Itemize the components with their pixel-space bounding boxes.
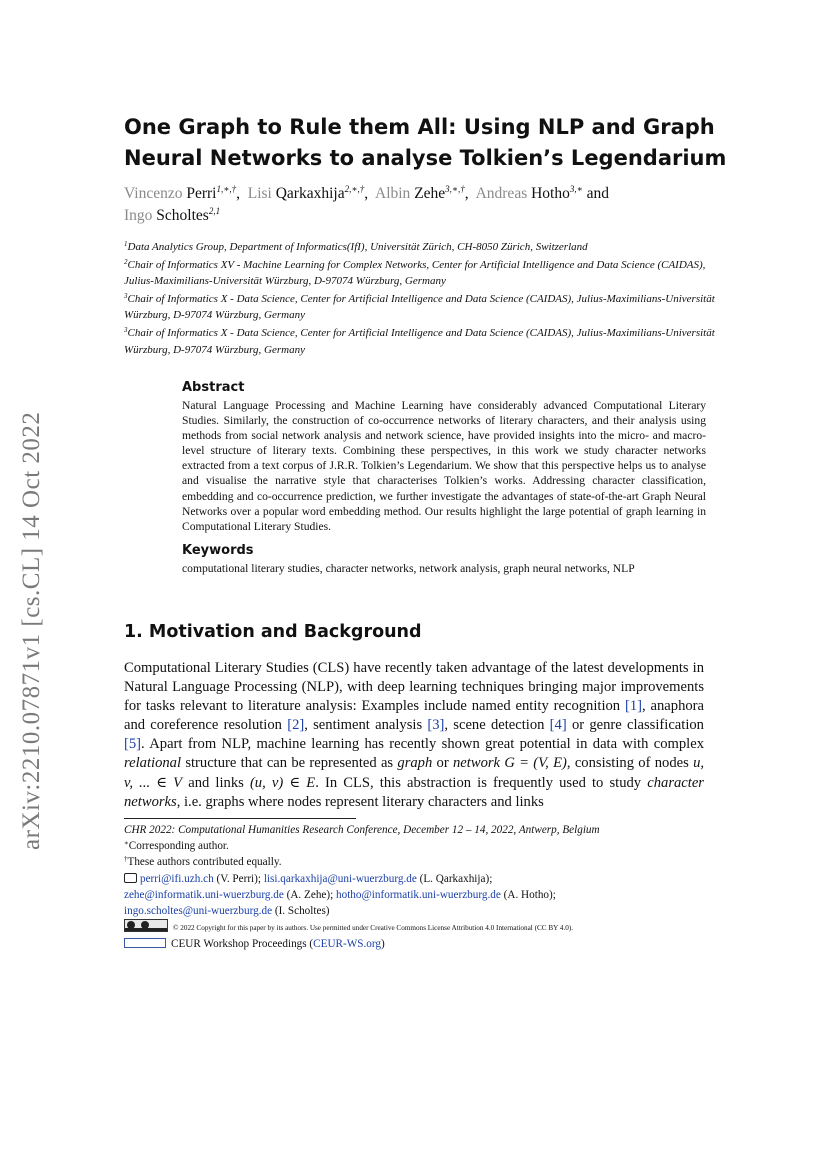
author-line-2 (124, 205, 724, 227)
email-line-1: perri@ifi.uzh.ch (V. Perri); lisi.qarkaxhija@uni-wuerzburg.de (L. Qarkaxhija); (124, 871, 724, 887)
citation-link[interactable]: [1] (624, 698, 642, 715)
license-line (124, 919, 724, 936)
ceur-line: CEUR Workshop Proceedings (CEUR-WS.org) (124, 936, 724, 952)
email-link[interactable]: zehe@informatik.uni-wuerzburg.de (124, 888, 284, 901)
authors-and: and (586, 185, 609, 202)
math-expression: (u, v) ∈ E (249, 774, 316, 791)
keywords-heading: Keywords (182, 543, 254, 558)
equal-contribution-note: †These authors contributed equally. (124, 855, 282, 869)
paper-title (124, 112, 727, 174)
arxiv-identifier: arXiv:2210.07871v1 [cs.CL] 14 Oct 2022 (18, 411, 45, 850)
emphasis: character networks (124, 774, 704, 810)
citation-link[interactable]: [4] (549, 717, 567, 734)
ceur-link[interactable]: CEUR-WS.org (313, 938, 382, 951)
affiliations (124, 239, 724, 359)
email-link[interactable]: perri@ifi.uzh.ch (140, 872, 214, 885)
envelope-icon (124, 873, 137, 883)
math-expression: G = (V, E) (504, 755, 567, 772)
email-link[interactable]: hotho@informatik.uni-wuerzburg.de (336, 888, 501, 901)
citation-link[interactable]: [3] (427, 717, 445, 734)
email-link[interactable]: ingo.scholtes@uni-wuerzburg.de (124, 905, 273, 918)
corresponding-note: ∗Corresponding author. (124, 839, 229, 853)
footnote-divider (124, 818, 356, 819)
copyright-text: © 2022 Copyright for this paper by its authors. Use permitted under Creative Commons License Attribution 4.0 International (CC BY 4.0). (173, 924, 574, 933)
citation-link[interactable]: [2] (287, 717, 305, 734)
emphasis: network (453, 755, 501, 772)
keywords-text: computational literary studies, character networks, network analysis, graph neural networks, NLP (182, 562, 635, 575)
affiliation: $^3$Chair of Informatics X - Data Science, Center for Artificial Intelligence and Data Science (CAIDAS), Julius-Maximilians-Universität Würzburg, D-97074 Würzburg, Germany (124, 326, 715, 356)
emphasis: relational (124, 755, 182, 772)
keywords (182, 543, 706, 576)
section-heading: 1. Motivation and Background (124, 622, 422, 642)
title-line-1: One Graph to Rule them All: Using NLP and Graph (124, 115, 715, 139)
author: Vincenzo Perri$^{1,∗,\dagger}$ (124, 184, 237, 202)
author: Andreas Hotho$^{3,∗}$ (475, 184, 583, 202)
abstract-text: Natural Language Processing and Machine Learning have considerably advanced Computational Literary Studies. Similarly, the construction of co-occurrence networks of literary characters, and their analysis using methods from social network analysis and network science, have provided insights into the micro- and macro-level structure of literary texts. Combining these perspectives, in this work we study character networks extracted from a text corpus of J.R.R. Tolkien’s Legendarium. We show that this perspective helps us to analyse and visualise the narrative style that characterises Tolkien’s works. Addressing character classification, embedding and co-occurrence prediction, we further investigate the advantages of state-of-the-art Graph Neural Networks over a popular word embedding method. Our results highlight the large potential of graph learning in Computational Literary Studies. (182, 399, 706, 533)
footnotes (124, 822, 724, 953)
title-line-2: Neural Networks to analyse Tolkien’s Legendarium (124, 146, 727, 170)
abstract-heading: Abstract (182, 380, 245, 395)
author-list (124, 183, 724, 227)
affiliation: $^3$Chair of Informatics X - Data Science, Center for Artificial Intelligence and Data Science (CAIDAS), Julius-Maximilians-Universität Würzburg, D-97074 Würzburg, Germany (124, 291, 715, 322)
conference-note: CHR 2022: Computational Humanities Research Conference, December 12 – 14, 2022, Antwerp, Belgium (124, 824, 600, 836)
math-expression: u, v, ... ∈ V (124, 755, 705, 791)
email-link[interactable]: lisi.qarkaxhija@uni-wuerzburg.de (263, 872, 417, 885)
author: Ingo Scholtes$^{2,1}$ (124, 206, 221, 224)
emphasis: graph (397, 755, 433, 772)
author: Lisi Qarkaxhija$^{2,∗,\dagger}$ (247, 184, 365, 202)
abstract (182, 380, 706, 534)
creative-commons-icon (124, 919, 168, 932)
author: Albin Zehe$^{3,∗,\dagger}$ (375, 184, 465, 202)
email-line-2: zehe@informatik.uni-wuerzburg.de (A. Zehe); hotho@informatik.uni-wuerzburg.de (A. Hotho); (124, 888, 556, 901)
affiliation: $^2$Chair of Informatics XV - Machine Learning for Complex Networks, Center for Artificial Intelligence and Data Science (CAIDAS), Julius-Maximilians-Universität Würzburg, D-97074 Würzburg, Germany (124, 257, 706, 288)
email-line-3: ingo.scholtes@uni-wuerzburg.de (I. Scholtes) (124, 905, 330, 918)
ceur-logo-icon (124, 938, 166, 948)
citation-link[interactable]: [5] (124, 736, 142, 753)
author-line-1: Vincenzo Perri$^{1,∗,\dagger}$, Lisi Qarkaxhija$^{2,∗,\dagger}$, Albin Zehe$^{3,∗,\dagger}$, Andreas Hotho$^{3,∗}$ and (124, 184, 609, 202)
affiliation: $^1$Data Analytics Group, Department of Informatics(IfI), Universität Zürich, CH-8050 Zürich, Switzerland (124, 240, 588, 253)
body-paragraph: Computational Literary Studies (CLS) have recently taken advantage of the latest developments in Natural Language Processing (NLP), with deep learning techniques bringing major improvements for tasks relevant to literature analysis: Examples include named entity recognition [1], anaphora and coreference resolution [2], sentiment analysis [3], scene detection [4] or genre classification [5]. Apart from NLP, machine learning has recently shown great potential in data with complex relational structure that can be represented as graph or network G = (V, E), consisting of nodes u, v, ... ∈ V and links (u, v) ∈ E. In CLS, this abstraction is frequently used to study character networks, i.e. graphs where nodes represent literary characters and links (124, 660, 705, 810)
